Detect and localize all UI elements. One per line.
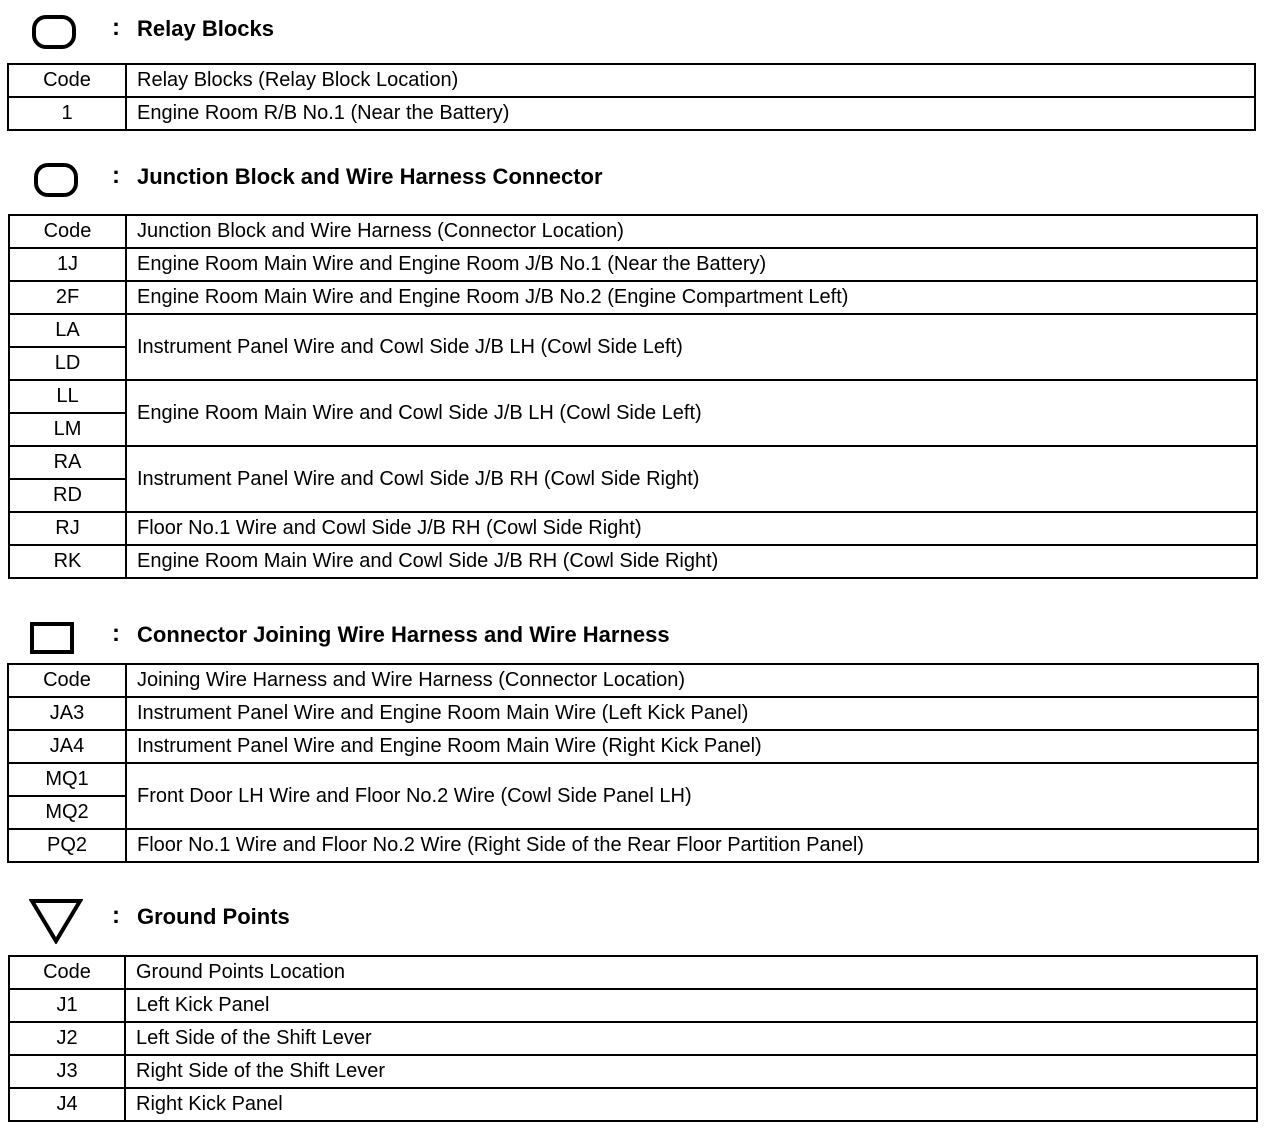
section-title-joining-connectors: Connector Joining Wire Harness and Wire Harness <box>137 622 670 647</box>
desc-cell: Floor No.1 Wire and Cowl Side J/B RH (Cowl Side Right) <box>126 512 1257 545</box>
code-cell: 1J <box>9 248 126 281</box>
inverted-triangle-icon <box>29 898 83 944</box>
section-title-junction-blocks: Junction Block and Wire Harness Connector <box>137 164 603 189</box>
table-row <box>9 446 1257 479</box>
table-row <box>9 314 1257 347</box>
table-header-row <box>8 64 1255 97</box>
desc-cell: Engine Room R/B No.1 (Near the Battery) <box>126 97 1255 130</box>
desc-cell: Engine Room Main Wire and Engine Room J/B No.1 (Near the Battery) <box>126 248 1257 281</box>
desc-cell: Left Side of the Shift Lever <box>125 1022 1257 1055</box>
joining-connectors-header <box>0 616 1270 656</box>
code-cell: 1 <box>8 97 126 130</box>
code-cell: RK <box>9 545 126 578</box>
table-row <box>8 697 1258 730</box>
section-title-ground-points: Ground Points <box>137 904 290 929</box>
table-row <box>9 248 1257 281</box>
desc-header: Ground Points Location <box>125 956 1257 989</box>
desc-cell: Instrument Panel Wire and Engine Room Main Wire (Left Kick Panel) <box>126 697 1258 730</box>
code-cell: J2 <box>9 1022 125 1055</box>
table-row <box>9 1022 1257 1055</box>
desc-cell: Floor No.1 Wire and Floor No.2 Wire (Right Side of the Rear Floor Partition Panel) <box>126 829 1258 862</box>
desc-cell: Instrument Panel Wire and Cowl Side J/B RH (Cowl Side Right) <box>126 446 1257 512</box>
code-cell: J4 <box>9 1088 125 1121</box>
code-header: Code <box>8 664 126 697</box>
rounded-rectangle-icon <box>34 163 78 197</box>
code-cell: LL <box>9 380 126 413</box>
code-cell: 2F <box>9 281 126 314</box>
code-cell: JA4 <box>8 730 126 763</box>
table-row <box>9 1088 1257 1121</box>
code-cell: PQ2 <box>8 829 126 862</box>
desc-cell: Instrument Panel Wire and Engine Room Main Wire (Right Kick Panel) <box>126 730 1258 763</box>
desc-cell: Right Kick Panel <box>125 1088 1257 1121</box>
table-row <box>9 1055 1257 1088</box>
section-colon: : <box>112 620 120 647</box>
desc-cell: Engine Room Main Wire and Cowl Side J/B LH (Cowl Side Left) <box>126 380 1257 446</box>
table-header-row <box>8 664 1258 697</box>
section-colon: : <box>112 162 120 189</box>
rounded-rectangle-icon <box>32 15 76 49</box>
desc-cell: Right Side of the Shift Lever <box>125 1055 1257 1088</box>
table-header-row <box>9 956 1257 989</box>
section-title-relay-blocks: Relay Blocks <box>137 16 274 41</box>
code-header: Code <box>9 215 126 248</box>
table-row <box>9 380 1257 413</box>
code-header: Code <box>9 956 125 989</box>
table-row <box>9 512 1257 545</box>
desc-cell: Engine Room Main Wire and Cowl Side J/B RH (Cowl Side Right) <box>126 545 1257 578</box>
desc-header: Junction Block and Wire Harness (Connector Location) <box>126 215 1257 248</box>
code-cell: LD <box>9 347 126 380</box>
junction-blocks-table <box>8 214 1258 579</box>
junction-blocks-header <box>0 158 1270 198</box>
desc-cell: Instrument Panel Wire and Cowl Side J/B LH (Cowl Side Left) <box>126 314 1257 380</box>
table-row <box>9 281 1257 314</box>
section-colon: : <box>112 14 120 41</box>
relay-blocks-header <box>0 10 1270 50</box>
desc-cell: Front Door LH Wire and Floor No.2 Wire (Cowl Side Panel LH) <box>126 763 1258 829</box>
desc-header: Joining Wire Harness and Wire Harness (Connector Location) <box>126 664 1258 697</box>
desc-cell: Engine Room Main Wire and Engine Room J/B No.2 (Engine Compartment Left) <box>126 281 1257 314</box>
table-header-row <box>9 215 1257 248</box>
code-cell: LM <box>9 413 126 446</box>
code-cell: J1 <box>9 989 125 1022</box>
relay-blocks-table <box>7 63 1256 131</box>
desc-header: Relay Blocks (Relay Block Location) <box>126 64 1255 97</box>
code-header: Code <box>8 64 126 97</box>
table-row <box>8 829 1258 862</box>
table-row <box>8 97 1255 130</box>
code-cell: JA3 <box>8 697 126 730</box>
table-row <box>8 730 1258 763</box>
code-cell: MQ2 <box>8 796 126 829</box>
ground-points-header <box>0 898 1270 938</box>
desc-cell: Left Kick Panel <box>125 989 1257 1022</box>
table-row <box>8 763 1258 796</box>
code-cell: MQ1 <box>8 763 126 796</box>
section-colon: : <box>112 902 120 929</box>
table-row <box>9 545 1257 578</box>
ground-points-table <box>8 955 1258 1122</box>
code-cell: LA <box>9 314 126 347</box>
rectangle-icon <box>30 622 74 654</box>
code-cell: RD <box>9 479 126 512</box>
joining-connectors-table <box>7 663 1259 863</box>
table-row <box>9 989 1257 1022</box>
code-cell: RA <box>9 446 126 479</box>
code-cell: RJ <box>9 512 126 545</box>
code-cell: J3 <box>9 1055 125 1088</box>
